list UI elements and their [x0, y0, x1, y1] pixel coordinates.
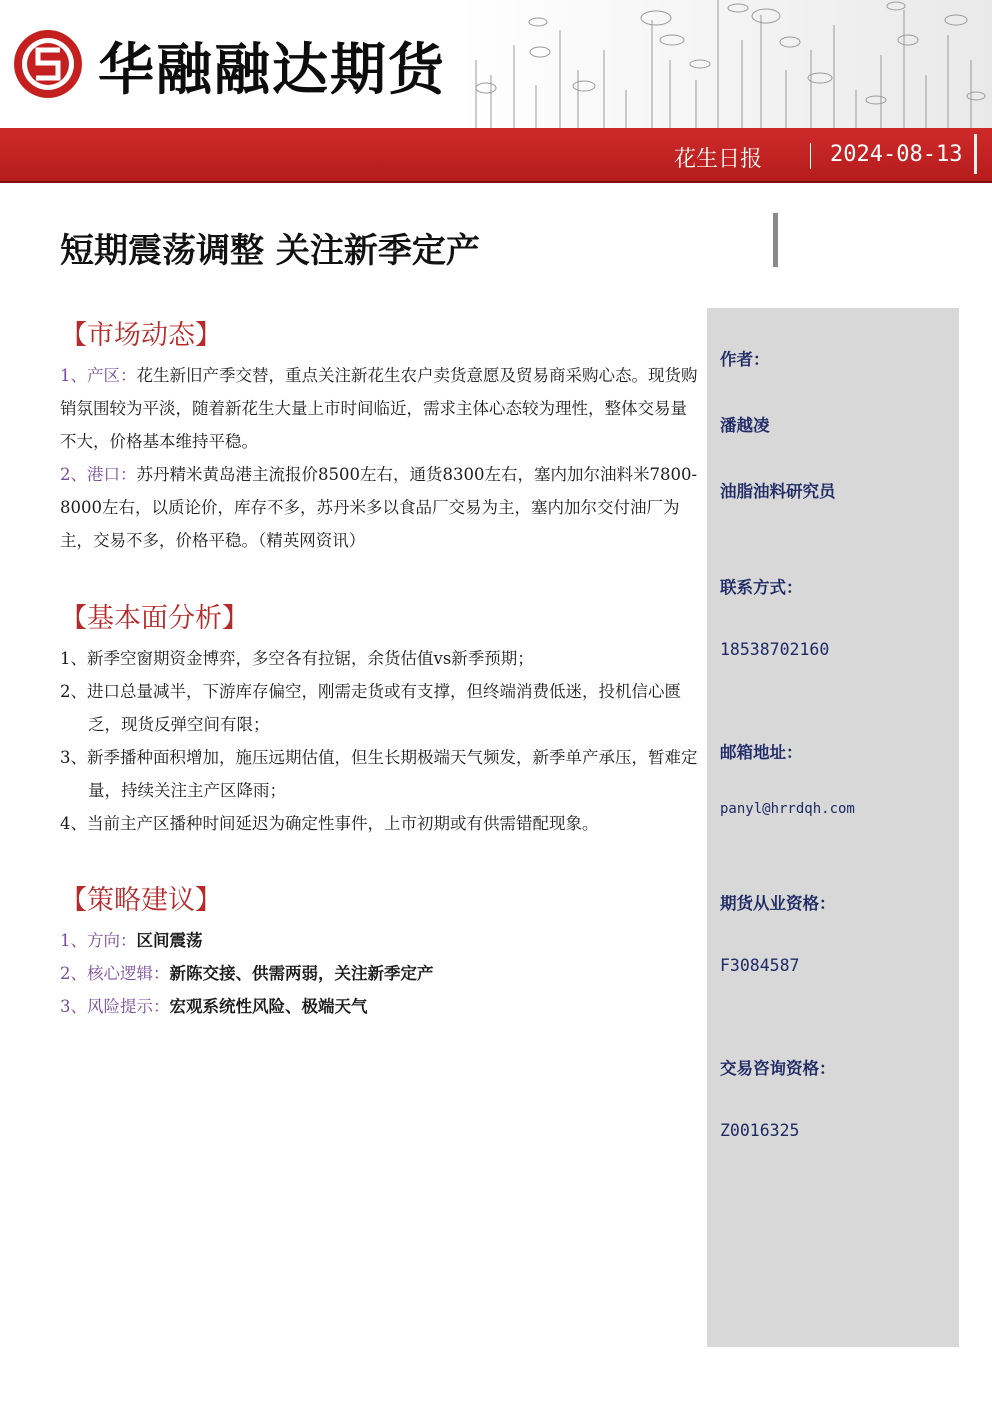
report-header: [0, 0, 992, 130]
fundamental-section: [60, 642, 700, 840]
advisory-qualification-id: Z0016325: [720, 1121, 800, 1140]
strategy-item: [60, 924, 700, 957]
report-type: 花生日报: [674, 147, 763, 172]
fundamental-item: 1、新季空窗期资金博弈，多空各有拉锯，余货估值vs新季预期；: [60, 649, 534, 668]
market-item-text: 苏丹精米黄岛港主流报价8500左右，通货8300左右，塞内加尔油料米7800-8000左右，以质论价，库存不多，苏丹米多以食品厂交易为主，塞内加尔交付油厂为主，交易不多，价格平稳。（精英网资讯）: [60, 465, 698, 550]
strategy-item-text: 新陈交接、供需两弱，关注新季定产: [169, 964, 434, 983]
fundamental-item: 4、当前主产区播种时间延迟为确定性事件，上市初期或有供需错配现象。: [60, 814, 599, 833]
fundamental-item: 2、进口总量减半，下游库存偏空，刚需走货或有支撑，但终端消费低迷，投机信心匮乏，现货反弹空间有限；: [60, 682, 681, 734]
strategy-section: [60, 924, 700, 1023]
strategy-item-label: 3、风险提示：: [60, 997, 170, 1016]
strategy-item: [60, 990, 700, 1023]
section-heading-strategy: 【策略建议】: [60, 885, 222, 916]
market-item-text: 花生新旧产季交替，重点关注新花生农户卖货意愿及贸易商采购心态。现货购销氛围较为平淡，随着新花生大量上市时间临近，需求主体心态较为理性，整体交易量不大，价格基本维持平稳。: [60, 366, 698, 451]
contact-label: 联系方式：: [720, 578, 803, 597]
section-heading-fundamental: 【基本面分析】: [60, 603, 249, 634]
author-label: 作者：: [720, 350, 770, 369]
market-item-label: 2、港口：: [60, 465, 137, 484]
author-sidebar: [707, 308, 959, 1347]
strategy-item-text: 宏观系统性风险、极端天气: [169, 997, 368, 1016]
futures-qualification-label: 期货从业资格：: [720, 894, 836, 913]
market-item-label: 1、产区：: [60, 366, 137, 385]
author-name: 潘越凌: [720, 416, 770, 435]
strategy-item: [60, 957, 700, 990]
fundamental-item: 3、新季播种面积增加，施压远期估值，但生长期极端天气频发，新季单产承压，暂难定量，持续关注主产区降雨；: [60, 748, 698, 800]
email-label: 邮箱地址：: [720, 743, 803, 762]
market-item: [60, 458, 700, 557]
title-accent-bar: [773, 213, 778, 267]
email-address[interactable]: panyl@hrrdqh.com: [720, 801, 855, 817]
advisory-qualification-label: 交易咨询资格：: [720, 1059, 836, 1078]
section-heading-market: 【市场动态】: [60, 320, 222, 351]
report-date: 2024-08-13: [830, 142, 963, 167]
company-name: 华融融达期货: [98, 38, 446, 103]
market-section: [60, 359, 700, 557]
header-decoration: [456, 0, 992, 128]
strategy-item-label: 2、核心逻辑：: [60, 964, 170, 983]
header-edge-mark: [974, 134, 977, 174]
strategy-item-label: 1、方向：: [60, 931, 137, 950]
report-title: 短期震荡调整 关注新季定产: [60, 231, 480, 271]
strategy-item-text: 区间震荡: [136, 931, 203, 950]
author-title: 油脂油料研究员: [720, 482, 836, 501]
futures-qualification-id: F3084587: [720, 956, 800, 975]
contact-phone: 18538702160: [720, 640, 830, 659]
market-item: [60, 359, 700, 458]
header-separator: [810, 143, 811, 169]
company-logo-icon: [12, 28, 84, 100]
